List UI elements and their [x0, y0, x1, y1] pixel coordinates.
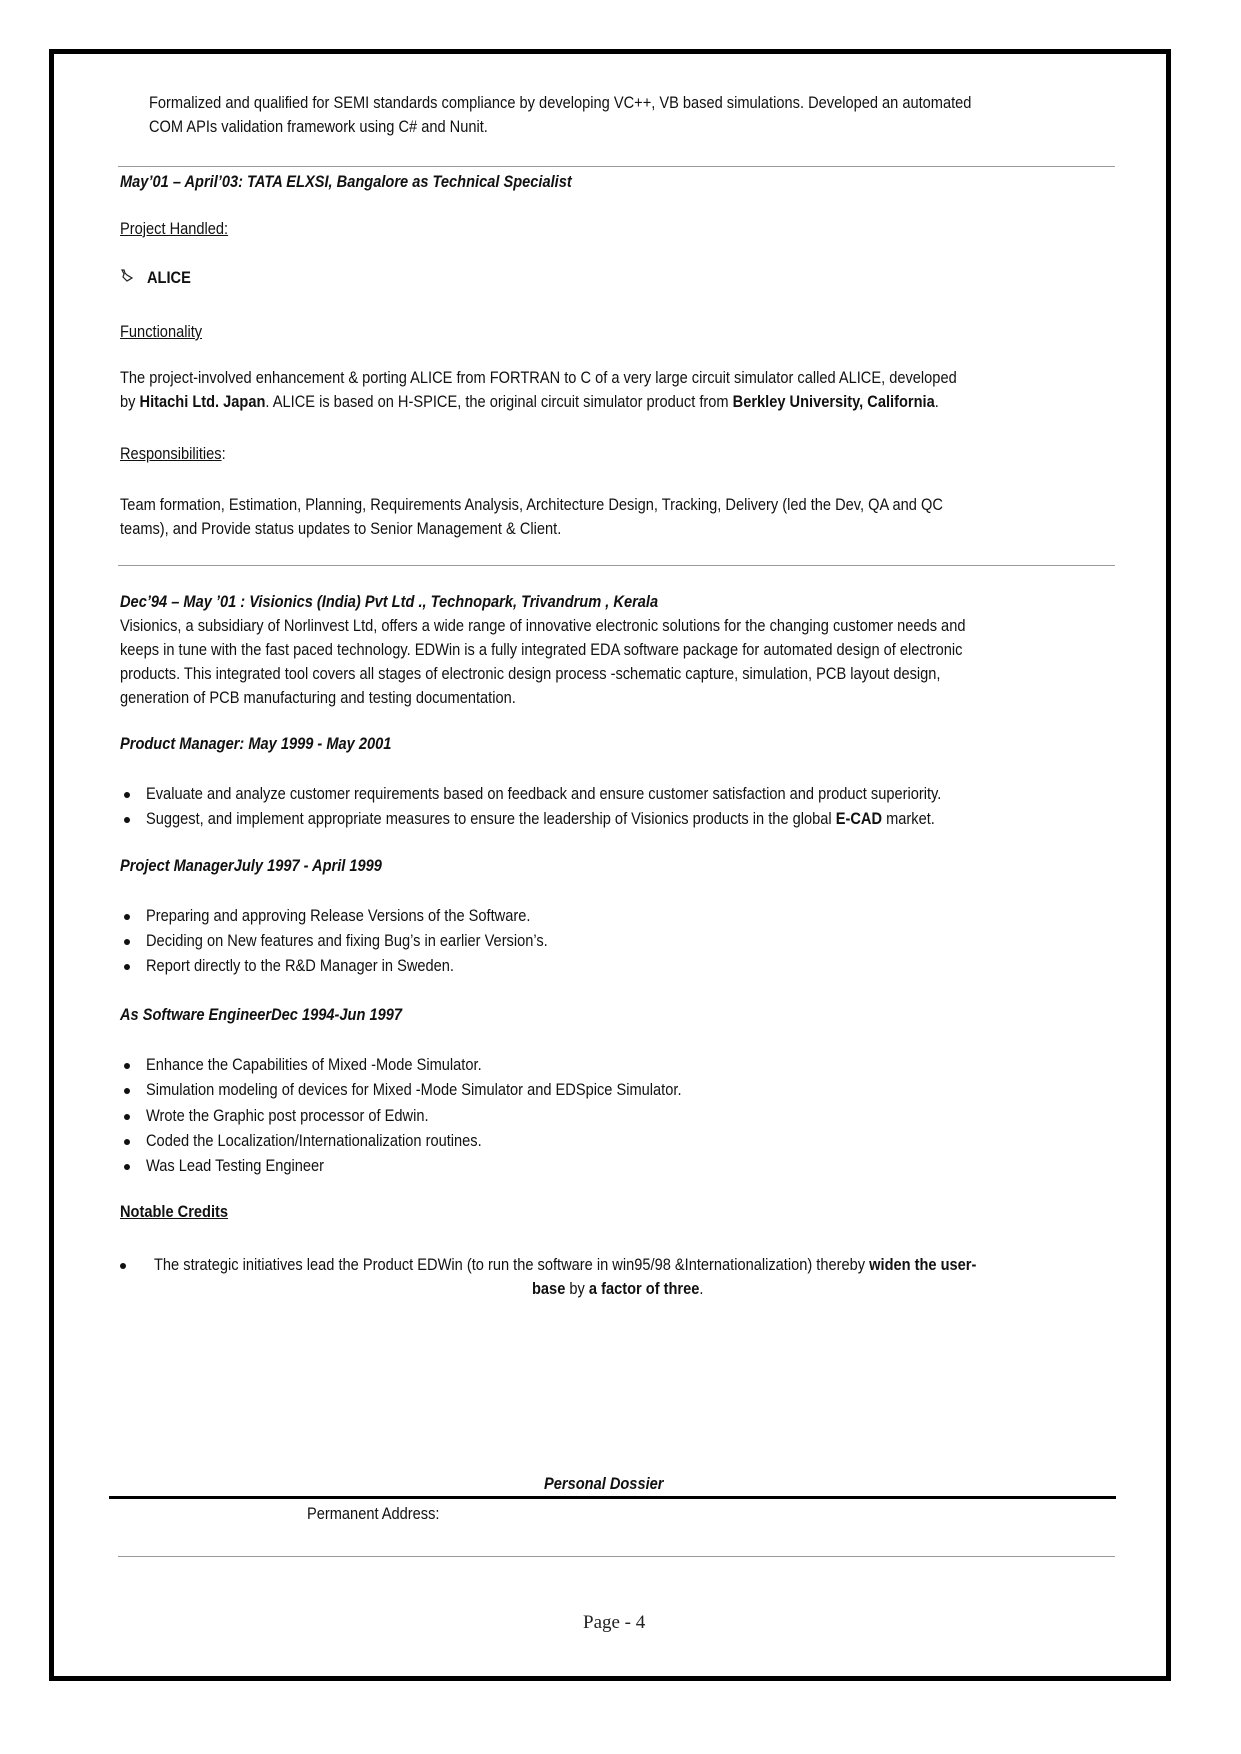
list-item: Evaluate and analyze customer requirements based on feedback and ensure customer satisfaction and product superiority.	[146, 784, 942, 803]
credit-line-2: base by a factor of three.	[532, 1279, 704, 1298]
list-item: Was Lead Testing Engineer	[146, 1156, 324, 1175]
project-handled-label: Project Handled:	[120, 219, 229, 238]
section-divider	[118, 166, 1115, 167]
bullet-icon	[124, 1164, 130, 1170]
bullet-icon	[120, 1263, 126, 1269]
page-number: Page - 4	[583, 1612, 646, 1633]
tata-heading: May’01 – April’03: TATA ELXSI, Bangalore as Technical Specialist	[120, 172, 572, 191]
responsibilities-line-1: Team formation, Estimation, Planning, Requirements Analysis, Architecture Design, Tracking, Delivery (led the Dev, QA and QC	[120, 495, 943, 514]
bullet-icon	[124, 1114, 130, 1120]
list-item: Suggest, and implement appropriate measures to ensure the leadership of Visionics products in the global E-CAD market.	[146, 809, 935, 828]
visionics-desc-line: keeps in tune with the fast paced technology. EDWin is a fully integrated EDA software package for automated design of electronic	[120, 640, 963, 659]
functionality-label: Functionality	[120, 322, 203, 341]
functionality-line-2: by Hitachi Ltd. Japan. ALICE is based on H-SPICE, the original circuit simulator product from Berkley University, California.	[120, 392, 939, 411]
bullet-icon	[124, 939, 130, 945]
list-item: Preparing and approving Release Versions of the Software.	[146, 906, 531, 925]
role-title: As Software EngineerDec 1994-Jun 1997	[120, 1005, 402, 1024]
role-title: Project ManagerJuly 1997 - April 1999	[120, 856, 382, 875]
visionics-heading: Dec’94 – May ’01 : Visionics (India) Pvt Ltd ., Technopark, Trivandrum , Kerala	[120, 592, 659, 611]
project-name: ALICE	[147, 268, 191, 287]
visionics-desc-line: Visionics, a subsidiary of Norlinvest Ltd, offers a wide range of innovative electronic solutions for the changing customer needs and	[120, 616, 966, 635]
notable-credits-label: Notable Credits	[120, 1202, 229, 1221]
bullet-icon	[124, 1139, 130, 1145]
responsibilities-line-2: teams), and Provide status updates to Senior Management & Client.	[120, 519, 562, 538]
dossier-divider	[109, 1496, 1116, 1499]
role-title: Product Manager: May 1999 - May 2001	[120, 734, 392, 753]
bullet-icon	[124, 817, 130, 823]
pointing-hand-icon	[120, 268, 134, 284]
section-divider	[118, 565, 1115, 566]
list-item: Report directly to the R&D Manager in Sweden.	[146, 956, 454, 975]
bullet-icon	[124, 792, 130, 798]
list-item: Deciding on New features and fixing Bug’s in earlier Version’s.	[146, 931, 548, 950]
list-item: Wrote the Graphic post processor of Edwin.	[146, 1106, 429, 1125]
intro-line-1: Formalized and qualified for SEMI standards compliance by developing VC++, VB based simulations. Developed an automated	[149, 93, 972, 112]
visionics-desc-line: generation of PCB manufacturing and testing documentation.	[120, 688, 516, 707]
list-item: Coded the Localization/Internationalization routines.	[146, 1131, 482, 1150]
visionics-desc-line: products. This integrated tool covers all stages of electronic design process -schematic capture, simulation, PCB layout design,	[120, 664, 941, 683]
responsibilities-label: Responsibilities:	[120, 444, 226, 463]
section-divider	[118, 1556, 1115, 1557]
bullet-icon	[124, 1088, 130, 1094]
bullet-icon	[124, 964, 130, 970]
credit-line-1: The strategic initiatives lead the Product EDWin (to run the software in win95/98 &Internationalization) thereby widen the user-	[154, 1255, 977, 1274]
permanent-address-label: Permanent Address:	[307, 1504, 440, 1523]
list-item: Simulation modeling of devices for Mixed -Mode Simulator and EDSpice Simulator.	[146, 1080, 682, 1099]
bullet-icon	[124, 1063, 130, 1069]
dossier-heading: Personal Dossier	[544, 1474, 664, 1493]
list-item: Enhance the Capabilities of Mixed -Mode Simulator.	[146, 1055, 482, 1074]
functionality-line-1: The project-involved enhancement & porting ALICE from FORTRAN to C of a very large circuit simulator called ALICE, developed	[120, 368, 957, 387]
intro-line-2: COM APIs validation framework using C# and Nunit.	[149, 117, 488, 136]
bullet-icon	[124, 914, 130, 920]
